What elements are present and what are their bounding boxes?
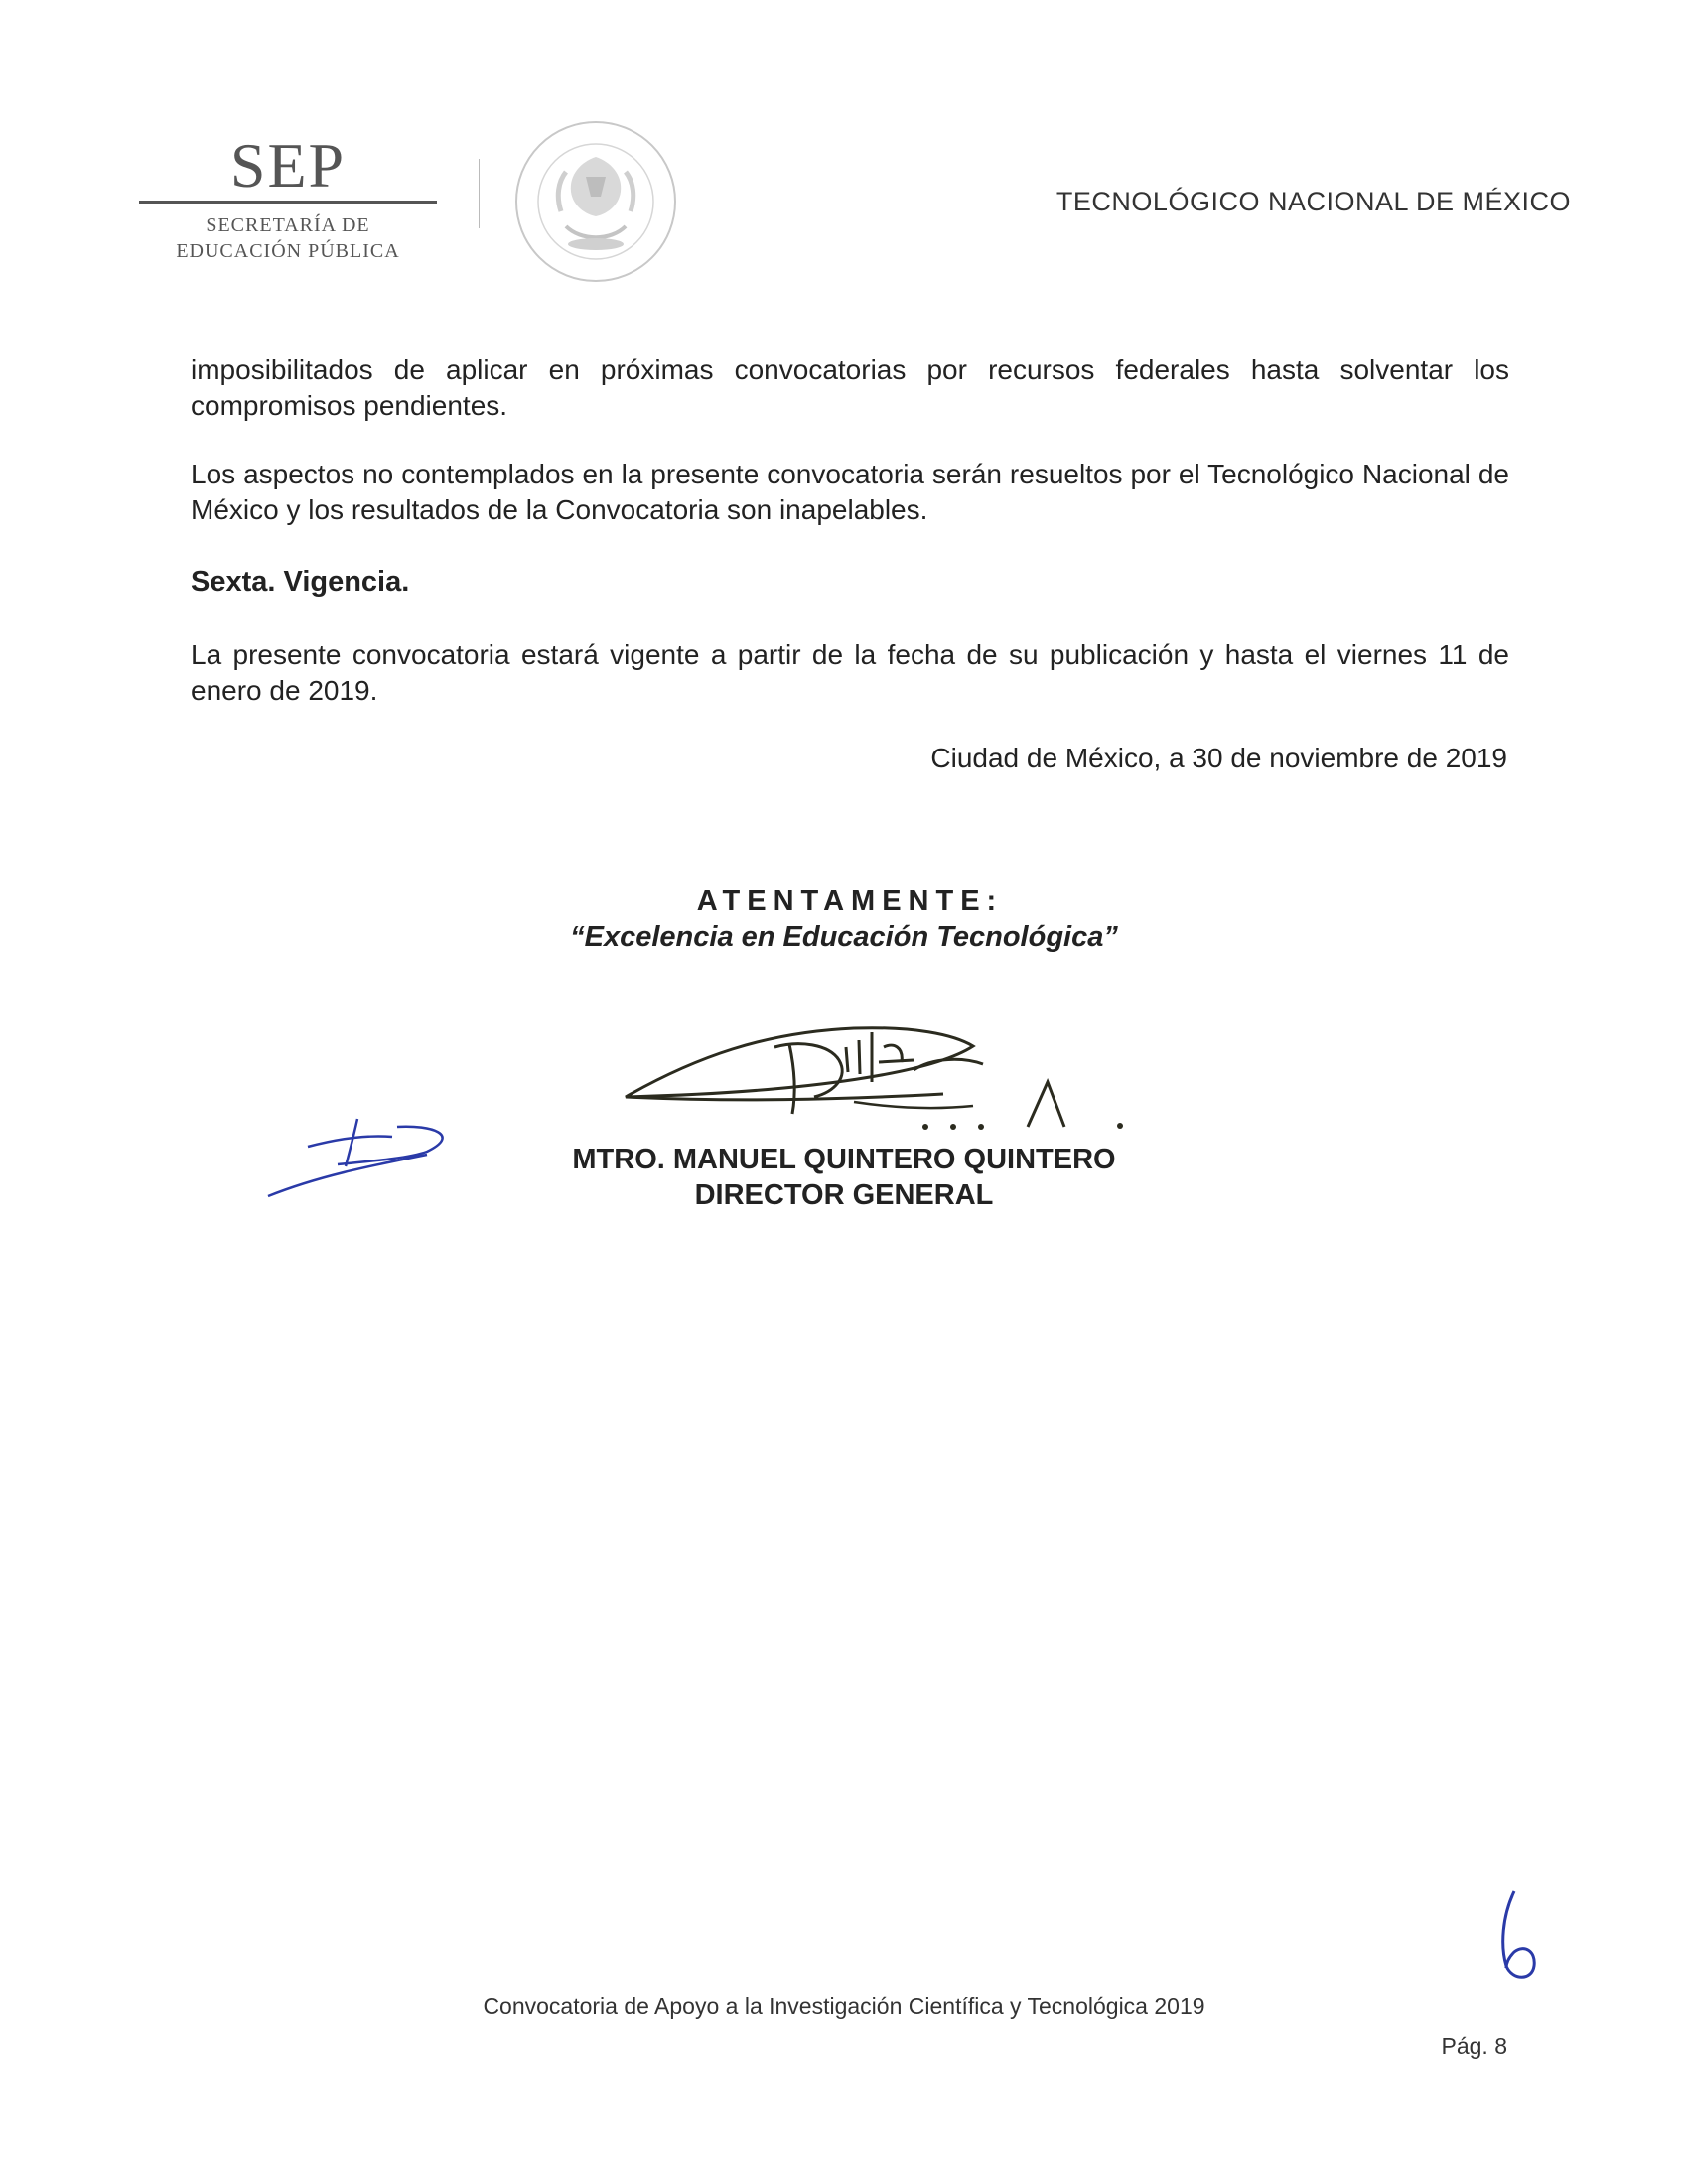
signer-title: DIRECTOR GENERAL (694, 1179, 994, 1211)
footer-document-title: Convocatoria de Apoyo a la Investigación Científica y Tecnológica 2019 (483, 1993, 1205, 2019)
paragraph-validity: La presente convocatoria estará vigente a partir de la fecha de su publicación y hasta el viernes 11 de enero de 2019. (191, 639, 1509, 706)
header-divider (479, 159, 480, 228)
sep-logo-word: SEP (229, 130, 347, 201)
document-header (0, 0, 1688, 318)
signer-name: MTRO. MANUEL QUINTERO QUINTERO (572, 1144, 1116, 1175)
closing-salutation: ATENTAMENTE: (696, 886, 1004, 917)
sep-logo-line2: EDUCACIÓN PÚBLICA (176, 240, 400, 262)
sep-logo-line1: SECRETARÍA DE (206, 214, 370, 236)
place-and-date: Ciudad de México, a 30 de noviembre de 2019 (930, 743, 1507, 773)
institution-name: TECNOLÓGICO NACIONAL DE MÉXICO (1055, 187, 1571, 216)
handwritten-page-number-icon (1484, 1886, 1554, 1985)
paragraph-commitments: imposibilitados de aplicar en próximas convocatorias por recursos federales hasta solventar los compromisos pendientes. (191, 354, 1509, 421)
institutional-motto: “Excelencia en Educación Tecnológica” (570, 921, 1118, 953)
section-heading-vigencia: Sexta. Vigencia. (191, 566, 410, 598)
page-number: Pág. 8 (1441, 2033, 1507, 2059)
handwritten-signature-icon (616, 1003, 1132, 1152)
sep-logo-rule (139, 201, 437, 204)
paragraph-resolution: Los aspectos no contemplados en la presente convocatoria serán resueltos por el Tecnológico Nacional de México y los resultados de la Convocatoria son inapelables. (191, 459, 1509, 525)
mexican-coat-of-arms-seal-icon (511, 117, 680, 286)
sep-logo (139, 129, 437, 268)
